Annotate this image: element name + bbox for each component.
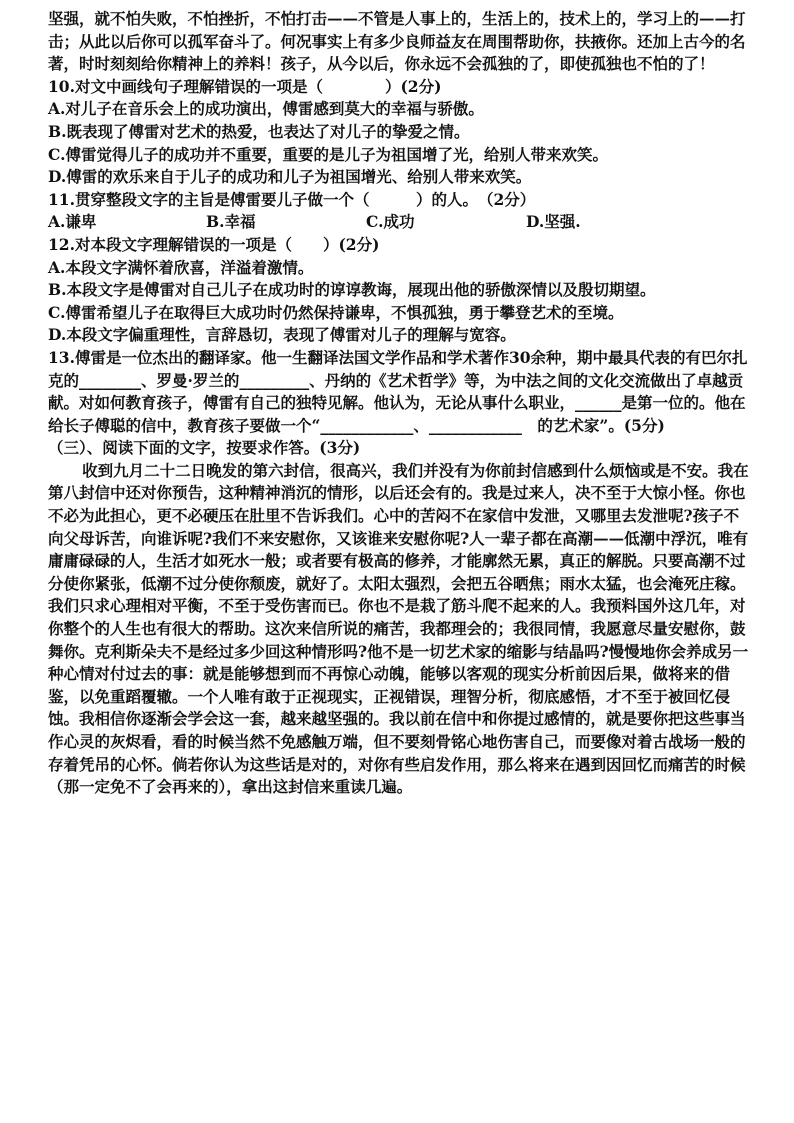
question-12-option-b: B.本段文字是傅雷对自己儿子在成功时的谆谆教诲，展现出他的骄傲深情以及殷切期望。 bbox=[48, 280, 656, 300]
question-11-option-a: A.谦卑 bbox=[48, 212, 97, 232]
question-10-stem: 10.对文中画线句子理解错误的一项是（ ）(2分) bbox=[48, 76, 442, 96]
section-3-heading: （三）、阅读下面的文字，按要求作答。(3分) bbox=[48, 438, 361, 458]
question-12-option-a: A.本段文字满怀着欣喜，洋溢着激情。 bbox=[48, 257, 314, 277]
passage-top: 坚强，就不怕失败，不怕挫折，不怕打击——不管是人事上的，生活上的，技术上的，学习上的——打击；从此以后你可以孤军奋斗了。何况事实上有多少良师益友在周围帮助你，扶掖你。还加上古今的名著，时时刻刻给你精神上的养料！孩子，从今以后，你永远不会孤独的了，即使孤独也不怕的了！ bbox=[48, 9, 746, 74]
question-12-option-c: C.傅雷希望儿子在取得巨大成功时仍然保持谦卑，不惧孤独，勇于攀登艺术的至境。 bbox=[48, 302, 624, 322]
question-11-option-b: B.幸福 bbox=[206, 212, 256, 232]
question-11-option-c: C.成功 bbox=[366, 212, 415, 232]
question-11-stem: 11.贯穿整段文字的主旨是傅雷要儿子做一个（ ）的人。 （2分） bbox=[48, 189, 536, 209]
question-10-option-d: D.傅雷的欢乐来自于儿子的成功和儿子为祖国增光、给别人带来欢笑。 bbox=[48, 167, 532, 187]
question-13: 13.傅雷是一位杰出的翻译家。他一生翻译法国文学作品和学术著作30余种，期中最具代表的有巴尔扎克的________、罗曼·罗兰的_________、丹纳的《艺术哲学》等，为中法之间的文化交流做出了卓越贡献。对如何教育孩子，傅雷有自己的独特见解。他认为，无论从事什么职业，______是第一位的。他在给长子傅聪的信中，教育孩子要做一个“____________、____________ 的艺术家”。(5分) bbox=[48, 347, 748, 435]
section-3-passage: 收到九月二十二日晚发的第六封信，很高兴，我们并没有为你前封信感到什么烦恼或是不安。我在第八封信中还对你预告，这种精神消沉的情形，以后还会有的。我是过来人，决不至于大惊小怪。你也不必为此担心，更不必硬压在肚里不告诉我们。心中的苦闷不在家信中发泄，又哪里去发泄呢?孩子不向父母诉苦，向谁诉呢?我们不来安慰你，又该谁来安慰你呢?人一辈子都在高潮——低潮中浮沉，唯有庸庸碌碌的人，生活才如死水一般；或者要有极高的修养，才能廓然无累，真正的解脱。只要高潮不过分使你紧张，低潮不过分使你颓废，就好了。太阳太强烈，会把五谷晒焦；雨水太猛，也会淹死庄稼。我们只求心理相对平衡，不至于受伤害而已。你也不是栽了筋斗爬不起来的人。我预料国外这几年，对你整个的人生也有很大的帮助。这次来信所说的痛苦，我都理会的；我很同情，我愿意尽量安慰你，鼓舞你。克利斯朵夫不是经过多少回这种情形吗?他不是一切艺术家的缩影与结晶吗?慢慢地你会养成另一种心情对付过去的事：就是能够想到而不再惊心动魄，能够以客观的现实分析前因后果，做将来的借鉴，以免重蹈覆辙。一个人唯有敢于正视现实，正视错误，理智分析，彻底感悟，才不至于被回忆侵蚀。我相信你逐渐会学会这一套，越来越坚强的。我以前在信中和你提过感情的，就是要你把这些事当作心灵的灰烬看，看的时候当然不免感触万端，但不要刻骨铭心地伤害自己，而要像对着古战场一般的存着凭吊的心怀。倘若你认为这些话是对的，对你有些启发作用，那么将来在遇到因回忆而痛苦的时候（那一定免不了会再来的），拿出这封信来重读几遍。 bbox=[48, 460, 749, 797]
question-11-options bbox=[48, 211, 754, 234]
question-10-option-b: B.既表现了傅雷对艺术的热爱，也表达了对儿子的挚爱之情。 bbox=[48, 121, 470, 141]
question-12-stem: 12.对本段文字理解错误的一项是（ ）(2分) bbox=[48, 234, 380, 254]
question-10-option-a: A.对儿子在音乐会上的成功演出，傅雷感到莫大的幸福与骄傲。 bbox=[48, 99, 484, 119]
question-11-option-d: D.坚强. bbox=[526, 212, 581, 232]
question-10-option-c: C.傅雷觉得儿子的成功并不重要，重要的是儿子为祖国增了光，给别人带来欢笑。 bbox=[48, 144, 608, 164]
question-12-option-d: D.本段文字偏重理性，言辞恳切，表现了傅雷对儿子的理解与宽容。 bbox=[48, 325, 516, 345]
